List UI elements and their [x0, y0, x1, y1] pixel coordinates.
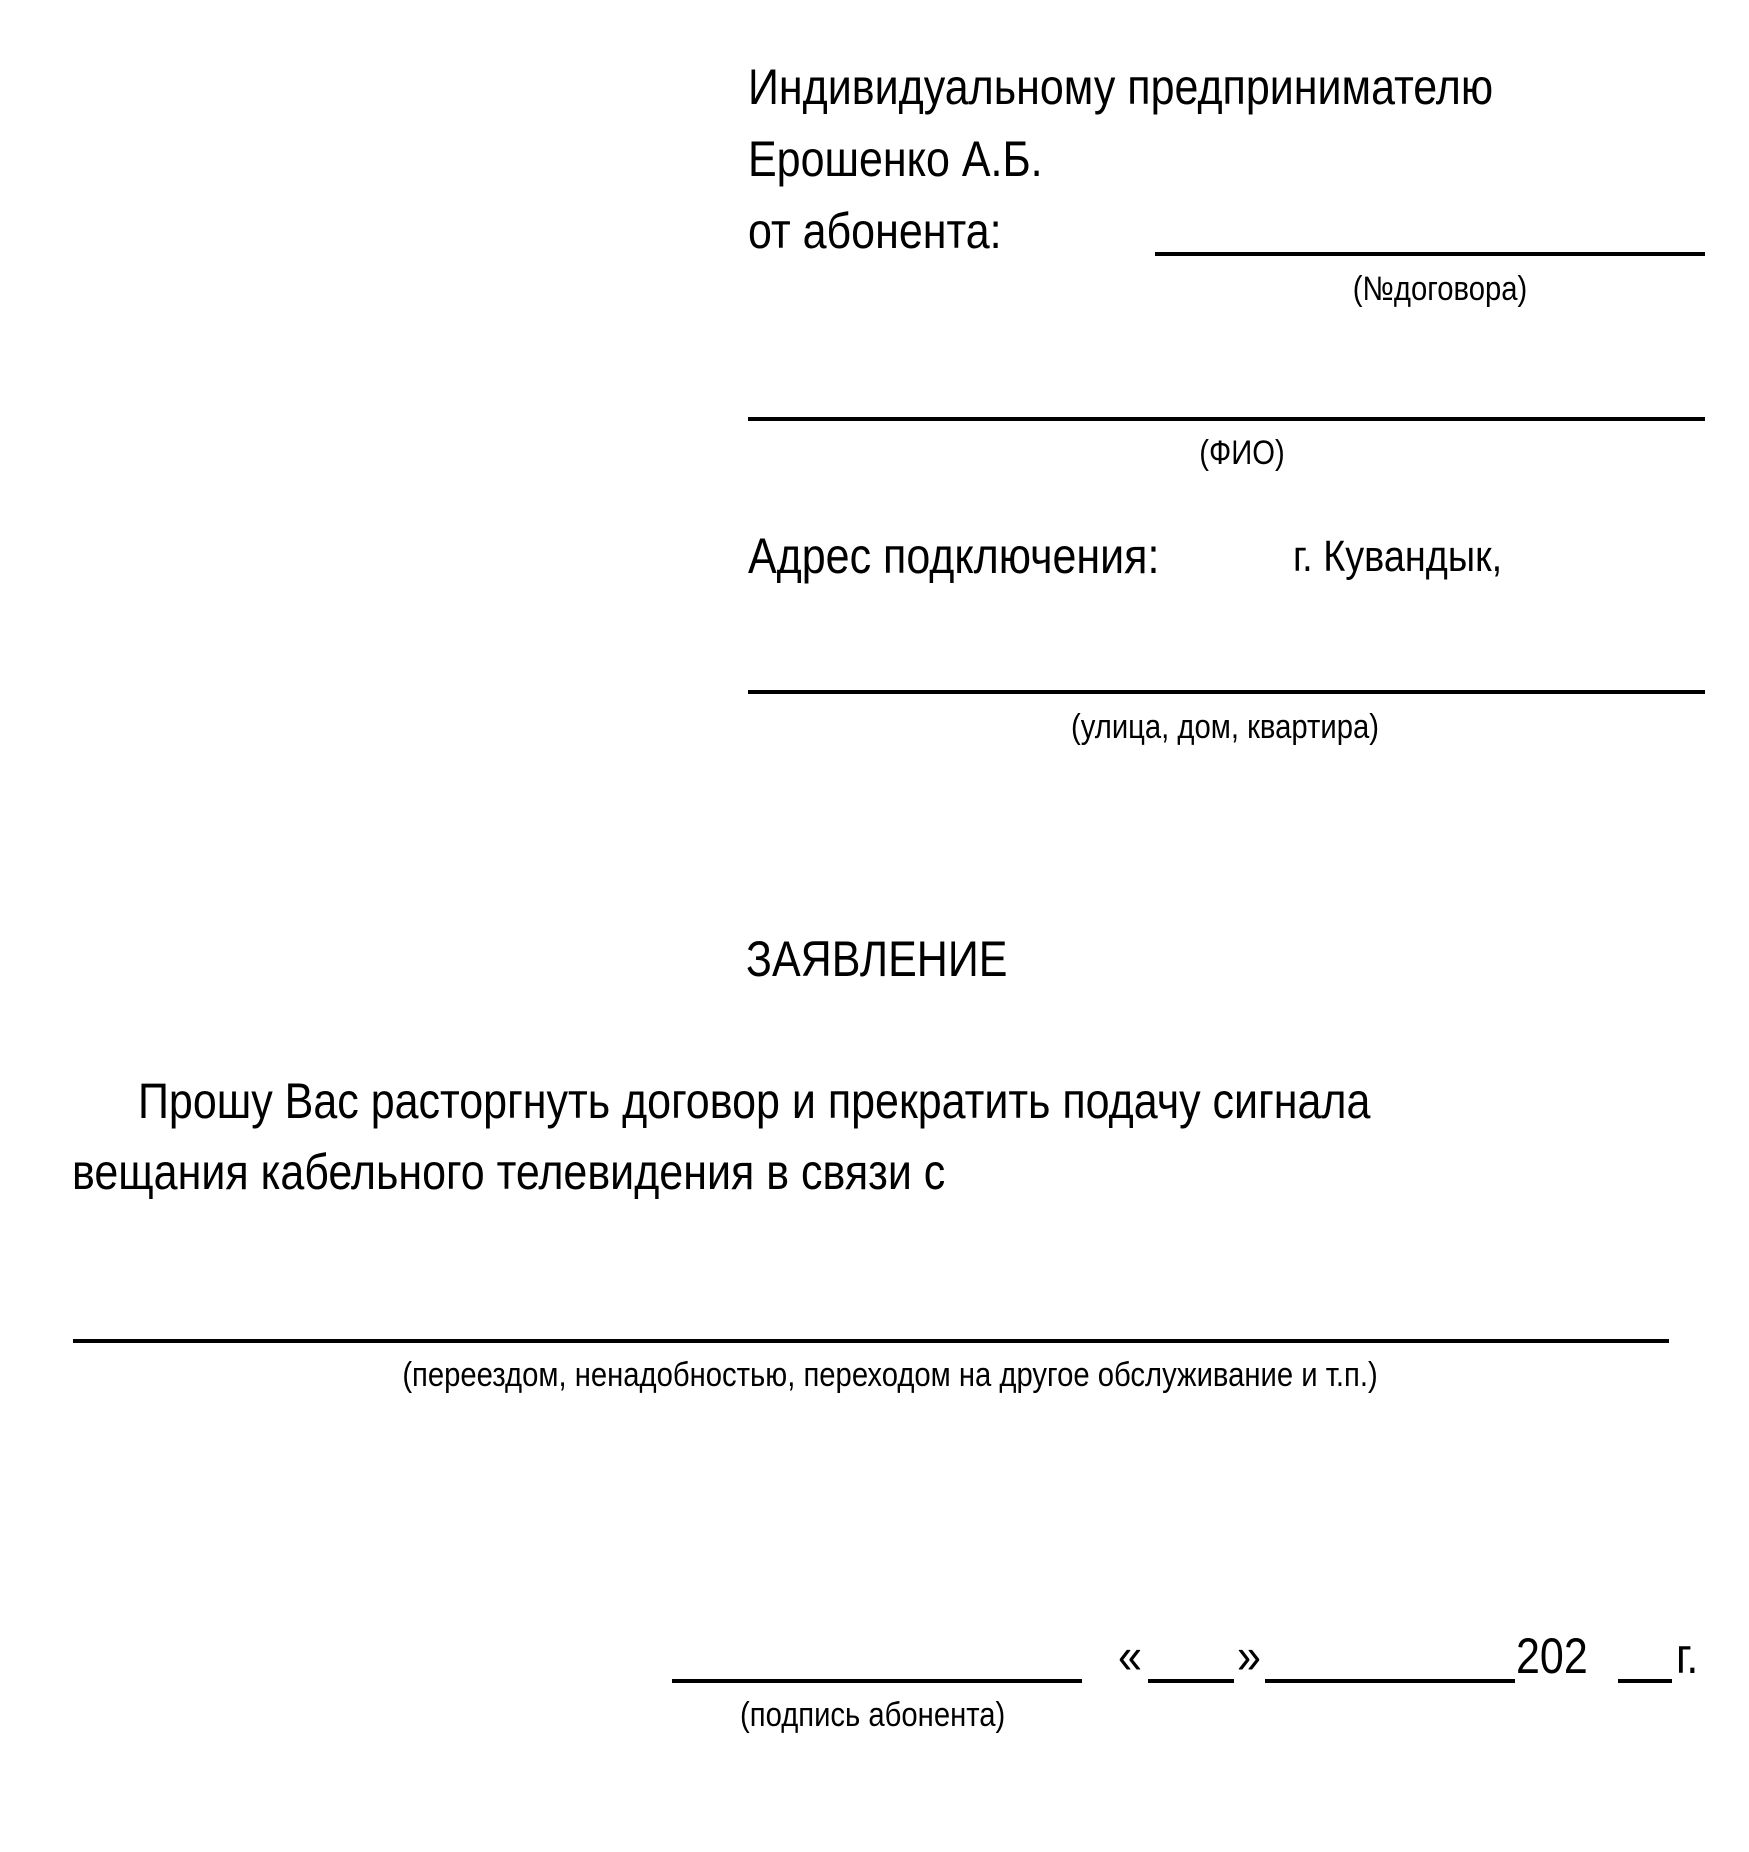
signature-field[interactable] — [672, 1679, 1082, 1683]
fio-caption: (ФИО) — [1199, 434, 1285, 472]
signature-caption: (подпись абонента) — [740, 1696, 1006, 1734]
from-label: от абонента: — [748, 203, 1002, 259]
address-city: г. Кувандык, — [1293, 532, 1503, 581]
reason-caption: (переездом, ненадобностью, переходом на другое обслуживание и т.п.) — [402, 1356, 1378, 1394]
address-field[interactable] — [748, 690, 1705, 694]
document-title: ЗАЯВЛЕНИЕ — [746, 931, 1008, 987]
addressee-line1: Индивидуальному предпринимателю — [748, 59, 1494, 115]
address-caption: (улица, дом, квартира) — [1071, 708, 1379, 746]
month-field[interactable] — [1265, 1679, 1515, 1683]
year-suffix: г. — [1676, 1628, 1699, 1684]
contract-caption: (№договора) — [1352, 270, 1528, 308]
fio-field[interactable] — [748, 417, 1705, 421]
day-field[interactable] — [1148, 1679, 1234, 1683]
address-label: Адрес подключения: — [748, 528, 1160, 584]
close-quote: » — [1237, 1628, 1261, 1684]
year-digits-field[interactable] — [1618, 1679, 1672, 1683]
body-line1: Прошу Вас расторгнуть договор и прекратить подачу сигнала — [138, 1073, 1371, 1129]
year-prefix: 202 — [1516, 1628, 1588, 1684]
reason-field[interactable] — [73, 1339, 1669, 1343]
addressee-line2: Ерошенко А.Б. — [748, 131, 1043, 187]
contract-number-field[interactable] — [1155, 252, 1705, 256]
open-quote: « — [1118, 1628, 1142, 1684]
body-line2: вещания кабельного телевидения в связи с — [72, 1144, 946, 1200]
